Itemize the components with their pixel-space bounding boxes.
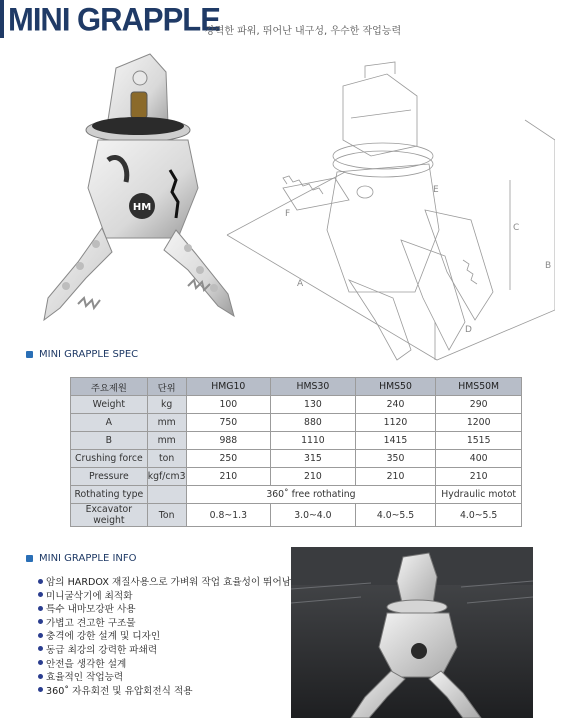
row-unit: kgf/cm3 [147,468,186,486]
grapple-yard-photo [291,547,533,718]
table-cell: 210 [436,468,522,486]
feature-list [38,576,291,698]
table-cell: 240 [355,396,436,414]
table-cell: 988 [186,432,271,450]
list-item: 동급 최강의 강력한 파쇄력 [38,644,291,658]
row-unit [147,486,186,504]
row-unit: ton [147,450,186,468]
bullet-dot-icon [38,660,43,665]
dimension-label-d: D [465,325,472,335]
table-cell: 4.0~5.5 [355,504,436,527]
row-unit: mm [147,414,186,432]
list-item: 효율적인 작업능력 [38,671,291,685]
table-cell: 1120 [355,414,436,432]
row-label: Weight [71,396,148,414]
table-cell: 1110 [271,432,356,450]
table-cell: 0.8~1.3 [186,504,271,527]
table-row [71,396,522,414]
column-header: HMS50 [355,378,436,396]
list-item: 가볍고 견고한 구조물 [38,617,291,631]
column-header: HMS50M [436,378,522,396]
table-row [71,468,522,486]
list-item: 특수 내마모강판 사용 [38,603,291,617]
row-label: B [71,432,148,450]
table-cell: 210 [355,468,436,486]
grapple-dimension-drawing [225,60,555,370]
row-unit: Ton [147,504,186,527]
bullet-dot-icon [38,606,43,611]
table-header-row [71,378,522,396]
table-cell: 315 [271,450,356,468]
table-cell: 750 [186,414,271,432]
table-cell: 250 [186,450,271,468]
list-item: 충격에 강한 설계 및 디자인 [38,630,291,644]
hm-logo-badge: HM [132,202,152,213]
square-bullet-icon [26,351,33,358]
table-cell: 1515 [436,432,522,450]
header-accent-bar [0,0,4,38]
spec-table [70,377,522,527]
list-item: 360˚ 자유회전 및 유압회전식 적용 [38,685,291,699]
column-header: HMS30 [271,378,356,396]
table-row [71,450,522,468]
table-cell: 1415 [355,432,436,450]
table-cell: 210 [186,468,271,486]
column-header: 주요제원 [71,378,148,396]
row-unit: mm [147,432,186,450]
bullet-dot-icon [38,619,43,624]
dimension-label-f: F [285,209,291,219]
info-heading: MINI GRAPPLE INFO [26,553,137,564]
spec-heading: MINI GRAPPLE SPEC [26,349,138,360]
table-cell: 1200 [436,414,522,432]
column-header: HMG10 [186,378,271,396]
bullet-dot-icon [38,674,43,679]
page-subtitle: 강력한 파워, 뛰어난 내구성, 우수한 작업능력 [205,26,402,37]
table-cell: 4.0~5.5 [436,504,522,527]
row-label: Excavator weight [71,504,148,527]
bullet-dot-icon [38,579,43,584]
dimension-label-a: A [297,279,304,289]
page-title: MINI GRAPPLE [8,1,220,38]
table-cell: 290 [436,396,522,414]
table-cell: Hydraulic motot [436,486,522,504]
dimension-label-c: C [513,223,520,233]
table-cell: 130 [271,396,356,414]
table-cell: 210 [271,468,356,486]
column-header: 단위 [147,378,186,396]
table-cell: 400 [436,450,522,468]
square-bullet-icon [26,555,33,562]
list-item: 암의 HARDOX 재질사용으로 가벼워 작업 효율성이 뛰어남 [38,576,291,590]
table-cell: 880 [271,414,356,432]
row-label: Crushing force [71,450,148,468]
bullet-dot-icon [38,687,43,692]
grapple-product-photo [38,48,238,330]
table-row [71,486,522,504]
table-cell: 100 [186,396,271,414]
table-cell: 3.0~4.0 [271,504,356,527]
bullet-dot-icon [38,592,43,597]
row-unit: kg [147,396,186,414]
bullet-dot-icon [38,646,43,651]
page-header [0,0,561,44]
row-label: Rothating type [71,486,148,504]
table-cell: 350 [355,450,436,468]
table-row [71,432,522,450]
bullet-dot-icon [38,633,43,638]
table-row [71,504,522,527]
dimension-label-b: B [545,261,552,271]
row-label: A [71,414,148,432]
dimension-label-e: E [433,185,439,195]
list-item: 안전을 생각한 설계 [38,658,291,672]
table-cell: 360˚ free rothating [186,486,436,504]
table-row [71,414,522,432]
row-label: Pressure [71,468,148,486]
list-item: 미니굴삭기에 최적화 [38,590,291,604]
